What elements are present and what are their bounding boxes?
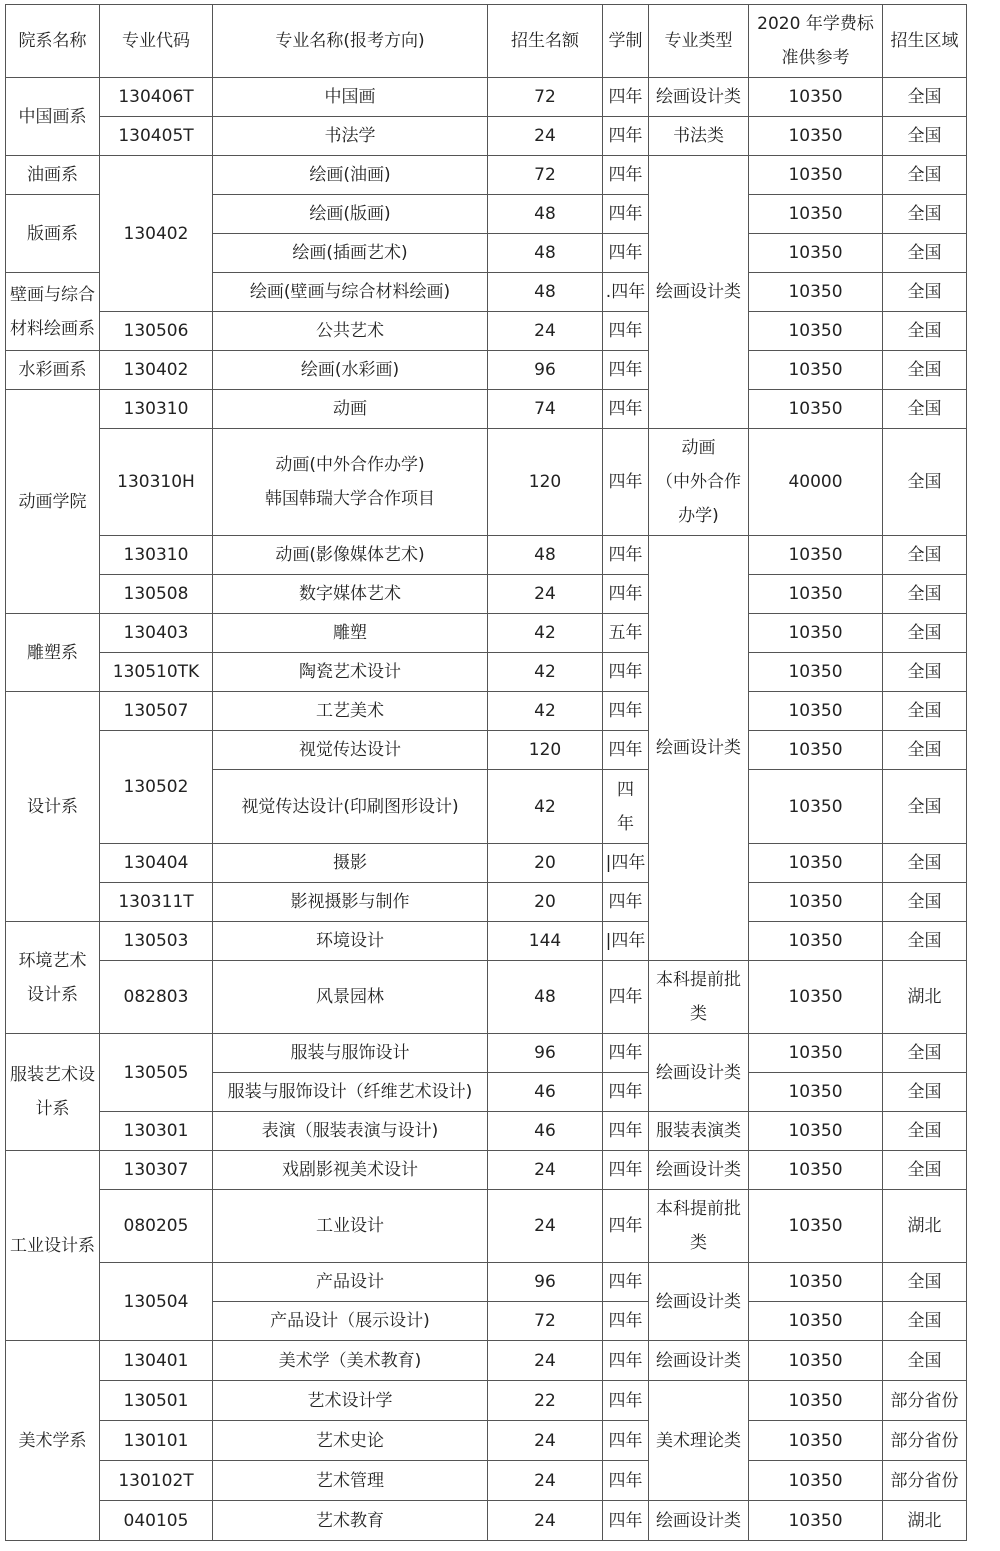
type-line2: 类 (690, 1233, 707, 1253)
years-cell: 四年 (603, 1461, 649, 1501)
dept-cell: 版画系 (6, 195, 100, 273)
quota-cell: 120 (488, 731, 603, 770)
fee-cell: 10350 (749, 1341, 883, 1381)
quota-cell: 46 (488, 1112, 603, 1151)
fee-cell: 10350 (749, 922, 883, 961)
years-cell (603, 770, 649, 844)
code-cell: 130311T (100, 883, 213, 922)
dept-cell: 设计系 (6, 692, 100, 922)
quota-cell: 46 (488, 1073, 603, 1112)
region-cell: 全国 (883, 1112, 967, 1151)
region-cell: 全国 (883, 78, 967, 117)
region-cell: 全国 (883, 1151, 967, 1190)
years-cell: 四年 (603, 156, 649, 195)
years-cell: 四年 (603, 234, 649, 273)
header-major: 专业名称(报考方向) (213, 5, 488, 78)
quota-cell: 96 (488, 351, 603, 390)
code-cell: 130310 (100, 390, 213, 429)
table-row (6, 1151, 967, 1190)
fee-cell: 10350 (749, 883, 883, 922)
major-cell: 产品设计 (213, 1263, 488, 1302)
table-row (6, 536, 967, 575)
dept-line2: 设计系 (27, 984, 78, 1005)
region-cell: 部分省份 (883, 1461, 967, 1501)
major-cell: 绘画(壁画与综合材料绘画) (213, 273, 488, 312)
region-cell: 全国 (883, 536, 967, 575)
type-line3: 办学) (678, 506, 719, 526)
years-cell: 四年 (603, 1112, 649, 1151)
region-cell: 全国 (883, 692, 967, 731)
code-cell: 130505 (100, 1034, 213, 1112)
years-cell: |四年 (603, 844, 649, 883)
header-fee (749, 5, 883, 78)
code-cell: 130307 (100, 1151, 213, 1190)
major-cell: 动画(影像媒体艺术) (213, 536, 488, 575)
type-cell: 服装表演类 (649, 1112, 749, 1151)
type-line2: 类 (690, 1004, 707, 1024)
years-cell: 四年 (603, 1302, 649, 1341)
code-cell: 080205 (100, 1190, 213, 1263)
quota-cell: 24 (488, 1151, 603, 1190)
region-cell: 全国 (883, 1341, 967, 1381)
years-cell: 四年 (603, 1341, 649, 1381)
fee-cell: 10350 (749, 1151, 883, 1190)
code-cell: 130510TK (100, 653, 213, 692)
code-cell: 130301 (100, 1112, 213, 1151)
fee-cell: 10350 (749, 234, 883, 273)
dept-cell: 中国画系 (6, 78, 100, 156)
fee-cell: 40000 (749, 429, 883, 536)
major-cell: 数字媒体艺术 (213, 575, 488, 614)
region-cell: 全国 (883, 390, 967, 429)
region-cell: 全国 (883, 922, 967, 961)
table-row (6, 1501, 967, 1541)
code-cell: 130502 (100, 731, 213, 844)
major-cell: 摄影 (213, 844, 488, 883)
major-cell: 服装与服饰设计（纤维艺术设计) (213, 1073, 488, 1112)
table-row (6, 1381, 967, 1421)
fee-cell: 10350 (749, 614, 883, 653)
quota-cell: 24 (488, 1461, 603, 1501)
major-cell: 绘画(插画艺术) (213, 234, 488, 273)
major-line1: 动画(中外合作办学) (275, 455, 425, 475)
fee-cell: 10350 (749, 575, 883, 614)
major-cell (213, 429, 488, 536)
header-region: 招生区域 (883, 5, 967, 78)
fee-cell: 10350 (749, 961, 883, 1034)
major-cell: 中国画 (213, 78, 488, 117)
code-cell: 130403 (100, 614, 213, 653)
region-cell: 全国 (883, 351, 967, 390)
fee-cell: 10350 (749, 692, 883, 731)
table-row (6, 156, 967, 195)
type-cell: 绘画设计类 (649, 1034, 749, 1112)
fee-cell: 10350 (749, 1501, 883, 1541)
fee-cell: 10350 (749, 770, 883, 844)
quota-cell: 48 (488, 234, 603, 273)
region-cell: 湖北 (883, 1190, 967, 1263)
type-cell: 绘画设计类 (649, 1501, 749, 1541)
code-cell: 130404 (100, 844, 213, 883)
quota-cell: 20 (488, 883, 603, 922)
region-cell: 全国 (883, 1302, 967, 1341)
quota-cell: 48 (488, 273, 603, 312)
fee-cell: 10350 (749, 1381, 883, 1421)
region-cell: 全国 (883, 731, 967, 770)
type-cell: 绘画设计类 (649, 1263, 749, 1341)
major-cell: 环境设计 (213, 922, 488, 961)
major-cell: 艺术教育 (213, 1501, 488, 1541)
region-cell: 湖北 (883, 1501, 967, 1541)
table-row (6, 961, 967, 1034)
dept-cell (6, 1034, 100, 1151)
major-cell: 视觉传达设计 (213, 731, 488, 770)
quota-cell: 144 (488, 922, 603, 961)
years-cell: 四年 (603, 1421, 649, 1461)
years-cell: 四年 (603, 1190, 649, 1263)
quota-cell: 96 (488, 1034, 603, 1073)
years-cell: 四年 (603, 1263, 649, 1302)
quota-cell: 42 (488, 614, 603, 653)
type-cell (649, 961, 749, 1034)
major-cell: 艺术设计学 (213, 1381, 488, 1421)
quota-cell: 42 (488, 692, 603, 731)
major-cell: 绘画(油画) (213, 156, 488, 195)
table-row (6, 1190, 967, 1263)
table-row (6, 653, 967, 692)
region-cell: 全国 (883, 575, 967, 614)
region-cell: 全国 (883, 614, 967, 653)
years-cell: 四年 (603, 883, 649, 922)
type-cell (649, 1190, 749, 1263)
region-cell: 全国 (883, 312, 967, 351)
type-cell: 美术理论类 (649, 1381, 749, 1501)
years-cell: 四年 (603, 692, 649, 731)
dept-line1: 壁画与综合 (10, 284, 95, 305)
years-cell: 四年 (603, 78, 649, 117)
dept-line2: 计系 (35, 1099, 70, 1119)
header-type: 专业类型 (649, 5, 749, 78)
table-row (6, 692, 967, 731)
years-cell: 四年 (603, 1073, 649, 1112)
table-row (6, 1341, 967, 1381)
years-cell: 四年 (603, 195, 649, 234)
region-cell: 部分省份 (883, 1421, 967, 1461)
header-code: 专业代码 (100, 5, 213, 78)
major-cell: 风景园林 (213, 961, 488, 1034)
region-cell: 部分省份 (883, 1381, 967, 1421)
fee-cell: 10350 (749, 78, 883, 117)
quota-cell: 24 (488, 1501, 603, 1541)
fee-cell: 10350 (749, 156, 883, 195)
major-cell: 工艺美术 (213, 692, 488, 731)
fee-cell: 10350 (749, 1302, 883, 1341)
region-cell: 全国 (883, 1263, 967, 1302)
years-cell: .四年 (603, 273, 649, 312)
code-cell: 130501 (100, 1381, 213, 1421)
quota-cell: 96 (488, 1263, 603, 1302)
quota-cell: 48 (488, 195, 603, 234)
table-row (6, 1461, 967, 1501)
major-cell: 公共艺术 (213, 312, 488, 351)
years-cell: 五年 (603, 614, 649, 653)
years-cell: 四年 (603, 1501, 649, 1541)
quota-cell: 24 (488, 117, 603, 156)
region-cell: 全国 (883, 117, 967, 156)
region-cell: 全国 (883, 770, 967, 844)
type-cell: 书法类 (649, 117, 749, 156)
table-row (6, 575, 967, 614)
dept-line1: 服装艺术设 (10, 1065, 95, 1085)
major-cell: 雕塑 (213, 614, 488, 653)
quota-cell: 42 (488, 653, 603, 692)
table-row (6, 1112, 967, 1151)
code-cell: 130310H (100, 429, 213, 536)
header-years: 学制 (603, 5, 649, 78)
major-cell: 服装与服饰设计 (213, 1034, 488, 1073)
fee-cell: 10350 (749, 1190, 883, 1263)
code-cell: 130508 (100, 575, 213, 614)
header-dept: 院系名称 (6, 5, 100, 78)
fee-cell: 10350 (749, 1112, 883, 1151)
years-cell: 四年 (603, 351, 649, 390)
code-cell: 130503 (100, 922, 213, 961)
code-cell: 130401 (100, 1341, 213, 1381)
fee-cell: 10350 (749, 844, 883, 883)
years-cell: 四年 (603, 536, 649, 575)
code-cell: 130507 (100, 692, 213, 731)
major-cell: 书法学 (213, 117, 488, 156)
years-cell: 四年 (603, 390, 649, 429)
years-cell: 四年 (603, 575, 649, 614)
table-row (6, 312, 967, 351)
table-row (6, 390, 967, 429)
header-quota: 招生名额 (488, 5, 603, 78)
quota-cell: 42 (488, 770, 603, 844)
fee-cell: 10350 (749, 273, 883, 312)
fee-cell: 10350 (749, 312, 883, 351)
quota-cell: 20 (488, 844, 603, 883)
type-cell: 绘画设计类 (649, 536, 749, 961)
dept-cell: 美术学系 (6, 1341, 100, 1541)
years-line2: 年 (617, 813, 634, 834)
code-cell: 130402 (100, 351, 213, 390)
fee-cell: 10350 (749, 351, 883, 390)
years-cell: 四年 (603, 653, 649, 692)
code-cell: 040105 (100, 1501, 213, 1541)
type-line1: 本科提前批 (656, 970, 741, 990)
major-cell: 工业设计 (213, 1190, 488, 1263)
years-cell: |四年 (603, 922, 649, 961)
type-cell: 绘画设计类 (649, 1151, 749, 1190)
quota-cell: 24 (488, 1190, 603, 1263)
quota-cell: 22 (488, 1381, 603, 1421)
fee-cell: 10350 (749, 1263, 883, 1302)
quota-cell: 74 (488, 390, 603, 429)
type-line1: 动画 (681, 438, 716, 458)
major-cell: 动画 (213, 390, 488, 429)
dept-cell (6, 273, 100, 351)
code-cell: 130406T (100, 78, 213, 117)
region-cell: 湖北 (883, 961, 967, 1034)
quota-cell: 24 (488, 312, 603, 351)
years-cell: 四年 (603, 1381, 649, 1421)
table-row (6, 1034, 967, 1073)
major-cell: 艺术史论 (213, 1421, 488, 1461)
region-cell: 全国 (883, 883, 967, 922)
major-cell: 视觉传达设计(印刷图形设计) (213, 770, 488, 844)
quota-cell: 120 (488, 429, 603, 536)
region-cell: 全国 (883, 273, 967, 312)
region-cell: 全国 (883, 234, 967, 273)
dept-cell: 油画系 (6, 156, 100, 195)
years-cell: 四年 (603, 312, 649, 351)
years-cell: 四年 (603, 429, 649, 536)
region-cell: 全国 (883, 156, 967, 195)
quota-cell: 24 (488, 1341, 603, 1381)
dept-cell: 动画学院 (6, 390, 100, 614)
type-line2: （中外合作 (656, 472, 741, 492)
header-fee-line1: 2020 年学费标 (757, 14, 874, 34)
dept-cell: 雕塑系 (6, 614, 100, 692)
table-row (6, 1263, 967, 1302)
dept-line1: 环境艺术 (18, 950, 87, 971)
quota-cell: 24 (488, 575, 603, 614)
major-cell: 陶瓷艺术设计 (213, 653, 488, 692)
major-cell: 表演（服装表演与设计) (213, 1112, 488, 1151)
admissions-table (5, 4, 967, 1541)
code-cell: 130405T (100, 117, 213, 156)
years-cell: 四年 (603, 117, 649, 156)
dept-cell: 水彩画系 (6, 351, 100, 390)
code-cell: 130102T (100, 1461, 213, 1501)
fee-cell: 10350 (749, 1421, 883, 1461)
major-cell: 美术学（美术教育) (213, 1341, 488, 1381)
quota-cell: 72 (488, 78, 603, 117)
fee-cell: 10350 (749, 1073, 883, 1112)
fee-cell: 10350 (749, 117, 883, 156)
fee-cell: 10350 (749, 1034, 883, 1073)
code-cell: 130310 (100, 536, 213, 575)
region-cell: 全国 (883, 429, 967, 536)
years-cell: 四年 (603, 961, 649, 1034)
major-cell: 影视摄影与制作 (213, 883, 488, 922)
dept-cell: 工业设计系 (6, 1151, 100, 1341)
table-row (6, 429, 967, 536)
quota-cell: 72 (488, 156, 603, 195)
code-cell: 130101 (100, 1421, 213, 1461)
major-cell: 戏剧影视美术设计 (213, 1151, 488, 1190)
region-cell: 全国 (883, 844, 967, 883)
type-cell (649, 429, 749, 536)
dept-cell (6, 922, 100, 1034)
years-cell: 四年 (603, 1151, 649, 1190)
years-line1: 四 (617, 779, 634, 800)
header-fee-line2: 准供参考 (781, 48, 850, 68)
table-row (6, 1421, 967, 1461)
region-cell: 全国 (883, 195, 967, 234)
major-cell: 绘画(水彩画) (213, 351, 488, 390)
table-row (6, 922, 967, 961)
table-row (6, 117, 967, 156)
years-cell: 四年 (603, 1034, 649, 1073)
table-row (6, 731, 967, 770)
table-row (6, 614, 967, 653)
type-cell: 绘画设计类 (649, 1341, 749, 1381)
quota-cell: 72 (488, 1302, 603, 1341)
header-row (6, 5, 967, 78)
table-row (6, 351, 967, 390)
quota-cell: 48 (488, 536, 603, 575)
fee-cell: 10350 (749, 195, 883, 234)
code-cell: 130402 (100, 156, 213, 312)
code-cell: 130504 (100, 1263, 213, 1341)
type-cell: 绘画设计类 (649, 78, 749, 117)
region-cell: 全国 (883, 1073, 967, 1112)
fee-cell: 10350 (749, 1461, 883, 1501)
fee-cell: 10350 (749, 731, 883, 770)
table-row (6, 844, 967, 883)
type-cell: 绘画设计类 (649, 156, 749, 429)
quota-cell: 24 (488, 1421, 603, 1461)
code-cell: 130506 (100, 312, 213, 351)
fee-cell: 10350 (749, 536, 883, 575)
major-line2: 韩国韩瑞大学合作项目 (265, 489, 435, 509)
dept-line2: 材料绘画系 (10, 318, 95, 339)
region-cell: 全国 (883, 653, 967, 692)
table-row (6, 883, 967, 922)
years-cell: 四年 (603, 731, 649, 770)
region-cell: 全国 (883, 1034, 967, 1073)
quota-cell: 48 (488, 961, 603, 1034)
fee-cell: 10350 (749, 390, 883, 429)
fee-cell: 10350 (749, 653, 883, 692)
major-cell: 艺术管理 (213, 1461, 488, 1501)
code-cell: 082803 (100, 961, 213, 1034)
table-row (6, 78, 967, 117)
major-cell: 绘画(版画) (213, 195, 488, 234)
type-line1: 本科提前批 (656, 1199, 741, 1219)
major-cell: 产品设计（展示设计) (213, 1302, 488, 1341)
